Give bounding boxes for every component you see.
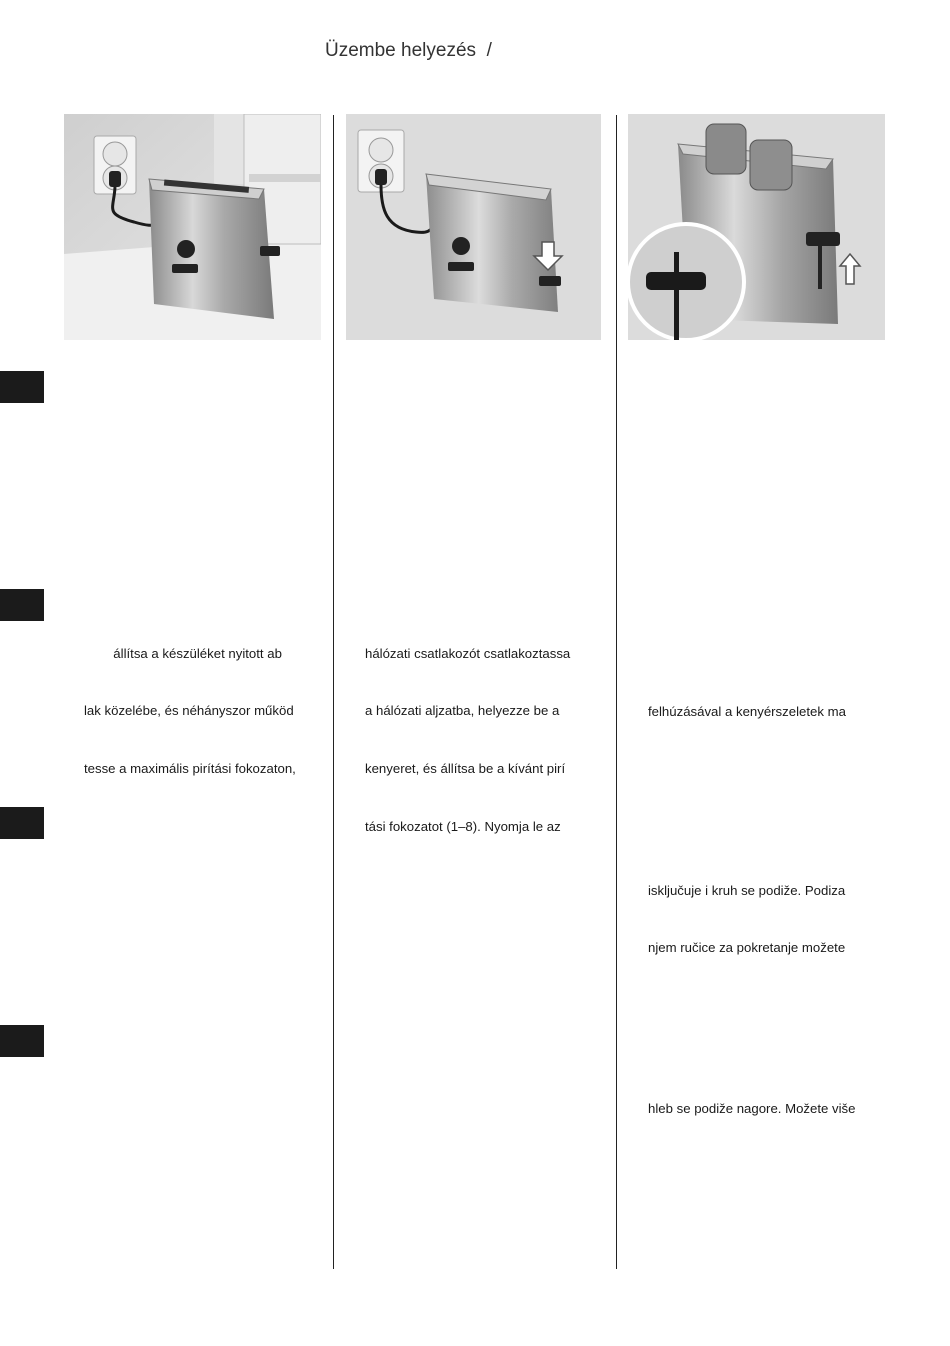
language-tab-2 bbox=[0, 589, 44, 621]
language-tab-1 bbox=[0, 371, 44, 403]
text-line: njem ručice za pokretanje možete bbox=[648, 940, 846, 956]
column-1-text bbox=[84, 605, 296, 798]
text-line: a hálózati aljzatba, helyezze be a bbox=[365, 703, 560, 719]
column-divider-2 bbox=[616, 115, 617, 1269]
text-line: hleb se podiže nagore. Možete više bbox=[648, 1100, 856, 1116]
toaster-bread-lifted-illustration bbox=[628, 114, 885, 340]
text-line: tesse a maximális pirítási fokozaton, bbox=[84, 761, 296, 777]
text-line: kenyeret, és állítsa be a kívánt pirí bbox=[365, 761, 566, 777]
column-3-text-a bbox=[648, 663, 846, 740]
language-tab-3 bbox=[0, 807, 44, 839]
language-tab-4 bbox=[0, 1025, 44, 1057]
text-line: tási fokozatot (1–8). Nyomja le az bbox=[365, 819, 561, 835]
text-line: állítsa a készüléket nyitott ab bbox=[84, 645, 282, 661]
column-3-text-b bbox=[648, 842, 845, 977]
column-2-text bbox=[365, 605, 570, 856]
page-title: Üzembe helyezés / bbox=[325, 40, 492, 61]
text-line: hálózati csatlakozót csatlakoztassa bbox=[365, 645, 571, 661]
column-3-text-c bbox=[648, 1060, 855, 1137]
toaster-plugged-in-illustration bbox=[64, 114, 321, 340]
column-divider-1 bbox=[333, 115, 334, 1269]
toaster-lever-down-illustration bbox=[346, 114, 601, 340]
text-line: lak közelébe, és néhányszor működ bbox=[84, 703, 294, 719]
text-line: isključuje i kruh se podiže. Podiza bbox=[648, 882, 846, 898]
text-line: felhúzásával a kenyérszeletek ma bbox=[648, 703, 846, 719]
